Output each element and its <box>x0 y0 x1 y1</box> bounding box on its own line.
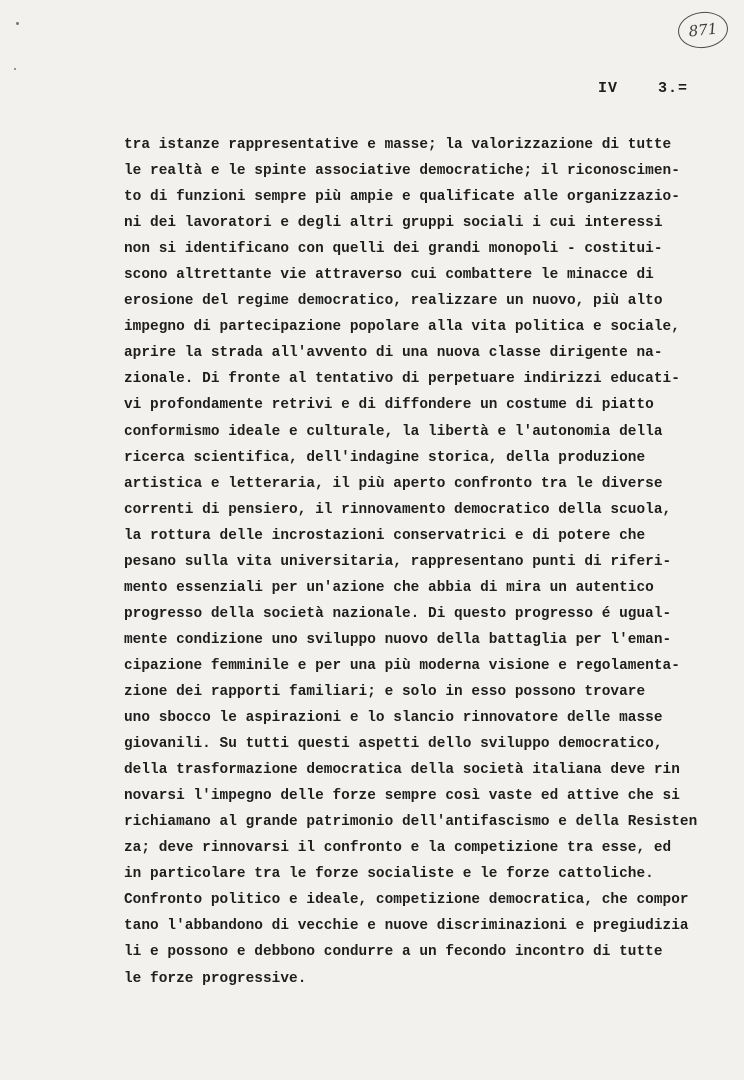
text-line: vi profondamente retrivi e di diffondere un costume di piatto <box>124 397 654 414</box>
text-line: impegno di partecipazione popolare alla vita politica e sociale, <box>124 319 680 336</box>
text-line: ricerca scientifica, dell'indagine storica, della produzione <box>124 449 646 466</box>
text-line: pesano sulla vita universitaria, rappresentano punti di riferi- <box>124 553 672 570</box>
section-number: IV <box>598 80 619 97</box>
page-header <box>598 80 688 97</box>
page-reference: 3.= <box>658 80 689 97</box>
text-line: tra istanze rappresentative e masse; la valorizzazione di tutte <box>124 137 672 153</box>
text-line: correnti di pensiero, il rinnovamento democratico della scuola, <box>124 501 672 518</box>
text-line: ni dei lavoratori e degli altri gruppi sociali i cui interessi <box>124 215 663 232</box>
text-line: non si identificano con quelli dei grandi monopoli - costitui- <box>124 241 663 258</box>
text-line: mento essenziali per un'azione che abbia di mira un autentico <box>124 579 654 596</box>
text-line: zione dei rapporti familiari; e solo in esso possono trovare <box>124 683 646 700</box>
text-line: tano l'abbandono di vecchie e nuove discriminazioni e pregiudizia <box>124 918 689 935</box>
text-line: uno sbocco le aspirazioni e lo slancio rinnovatore delle masse <box>124 710 663 727</box>
text-line: della trasformazione democratica della società italiana deve rin <box>124 762 680 779</box>
text-line: za; deve rinnovarsi il confronto e la competizione tra esse, ed <box>124 840 672 857</box>
text-line: le forze progressive. <box>124 970 307 987</box>
text-line: scono altrettante vie attraverso cui combattere le minacce di <box>124 267 654 284</box>
text-line: to di funzioni sempre più ampie e qualificate alle organizzazio- <box>124 189 680 206</box>
text-line: conformismo ideale e culturale, la libertà e l'autonomia della <box>124 423 663 440</box>
text-line: li e possono e debbono condurre a un fecondo incontro di tutte <box>124 944 663 961</box>
text-line: zionale. Di fronte al tentativo di perpetuare indirizzi educati- <box>124 371 680 388</box>
text-line: Confronto politico e ideale, competizione democratica, che compor <box>124 892 689 909</box>
text-line: cipazione femminile e per una più moderna visione e regolamenta- <box>124 657 680 674</box>
text-line: aprire la strada all'avvento di una nuova classe dirigente na- <box>124 345 663 362</box>
text-line: artistica e letteraria, il più aperto confronto tra le diverse <box>124 475 663 492</box>
scan-speck <box>14 68 16 70</box>
archive-page-stamp: 871 <box>676 9 729 50</box>
text-line: mente condizione uno sviluppo nuovo della battaglia per l'eman- <box>124 631 672 648</box>
scan-speck <box>16 22 19 25</box>
text-line: le realtà e le spinte associative democratiche; il riconoscimen- <box>124 163 680 180</box>
typed-paragraph <box>124 132 714 992</box>
text-line: giovanili. Su tutti questi aspetti dello sviluppo democratico, <box>124 736 663 753</box>
text-line: progresso della società nazionale. Di questo progresso é ugual- <box>124 605 672 622</box>
text-line: erosione del regime democratico, realizzare un nuovo, più alto <box>124 293 663 310</box>
text-line: in particolare tra le forze socialiste e le forze cattoliche. <box>124 866 654 883</box>
text-line: richiamano al grande patrimonio dell'antifascismo e della Resisten <box>124 814 698 831</box>
text-line: novarsi l'impegno delle forze sempre così vaste ed attive che si <box>124 788 680 805</box>
text-line: la rottura delle incrostazioni conservatrici e di potere che <box>124 527 646 544</box>
